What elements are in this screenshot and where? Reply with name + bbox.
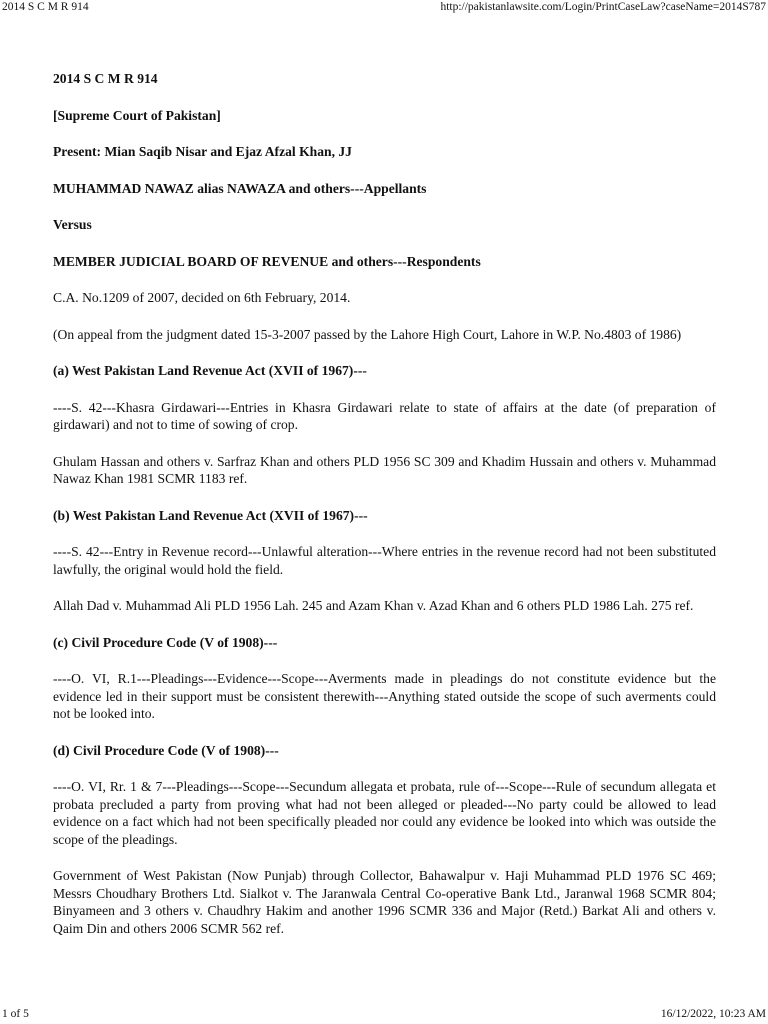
headnote-b-heading: (b) West Pakistan Land Revenue Act (XVII of 1967)--- <box>53 507 368 523</box>
print-header-url: http://pakistanlawsite.com/Login/PrintCaseLaw?caseName=2014S787 <box>440 1 766 13</box>
document-body <box>53 70 716 956</box>
appeal-note: (On appeal from the judgment dated 15-3-2007 passed by the Lahore High Court, Lahore in W.P. No.4803 of 1986) <box>53 326 682 342</box>
case-number: C.A. No.1209 of 2007, decided on 6th February, 2014. <box>53 290 351 305</box>
headnote-c-heading: (c) Civil Procedure Code (V of 1908)--- <box>53 634 278 650</box>
print-header-title: 2014 S C M R 914 <box>2 1 89 13</box>
headnote-b-reference: Allah Dad v. Muhammad Ali PLD 1956 Lah. 245 and Azam Khan v. Azad Khan and 6 others PLD 1986 Lah. 275 ref. <box>53 598 694 613</box>
court-name: [Supreme Court of Pakistan] <box>53 107 221 123</box>
headnote-d-heading: (d) Civil Procedure Code (V of 1908)--- <box>53 742 279 758</box>
respondents: MEMBER JUDICIAL BOARD OF REVENUE and others---Respondents <box>53 253 481 269</box>
page-number: 1 of 5 <box>2 1008 29 1020</box>
headnote-a-text: ----S. 42---Khasra Girdawari---Entries in Khasra Girdawari relate to state of affairs at the date (of preparation of girdawari) and not to time of sowing of crop. <box>53 399 716 432</box>
headnote-d-reference: Government of West Pakistan (Now Punjab) through Collector, Bahawalpur v. Haji Muhammad PLD 1976 SC 469; Messrs Choudhary Brothers Ltd. Sialkot v. The Jaranwala Central Co-operative Bank Ltd., Jaranwal 1968 SCMR 804; Binyameen and 3 others v. Chaudhry Hakim and another 1996 SCMR 336 and Major (Retd.) Barkat Ali and others v. Qaim Din and others 2006 SCMR 562 ref. <box>53 868 716 936</box>
versus-label: Versus <box>53 217 92 232</box>
headnote-b-text: ----S. 42---Entry in Revenue record---Unlawful alteration---Where entries in the revenue record had not been substituted lawfully, the original would hold the field. <box>53 544 716 577</box>
headnote-a-heading: (a) West Pakistan Land Revenue Act (XVII of 1967)--- <box>53 363 367 378</box>
case-citation: 2014 S C M R 914 <box>53 71 158 86</box>
print-datetime: 16/12/2022, 10:23 AM <box>660 1008 766 1020</box>
bench-present: Present: Mian Saqib Nisar and Ejaz Afzal Khan, JJ <box>53 144 352 159</box>
headnote-c-text: ----O. VI, R.1---Pleadings---Evidence---Scope---Averments made in pleadings do not constitute evidence but the evidence led in their support must be consistent therewith---Anything stated outside the scope of such averments could not be looked into. <box>53 671 716 721</box>
headnote-a-reference: Ghulam Hassan and others v. Sarfraz Khan and others PLD 1956 SC 309 and Khadim Hussain and others v. Muhammad Nawaz Khan 1981 SCMR 1183 ref. <box>53 453 716 486</box>
appellants: MUHAMMAD NAWAZ alias NAWAZA and others---Appellants <box>53 180 427 196</box>
headnote-d-text: ----O. VI, Rr. 1 & 7---Pleadings---Scope---Secundum allegata et probata, rule of---Scope---Rule of secundum allegata et probata precluded a party from proving what had not been alleged or pleaded---No party could be allowed to lead evidence on a fact which had not been specifically pleaded nor could any evidence be looked into which was outside the scope of the pleadings. <box>53 779 716 847</box>
